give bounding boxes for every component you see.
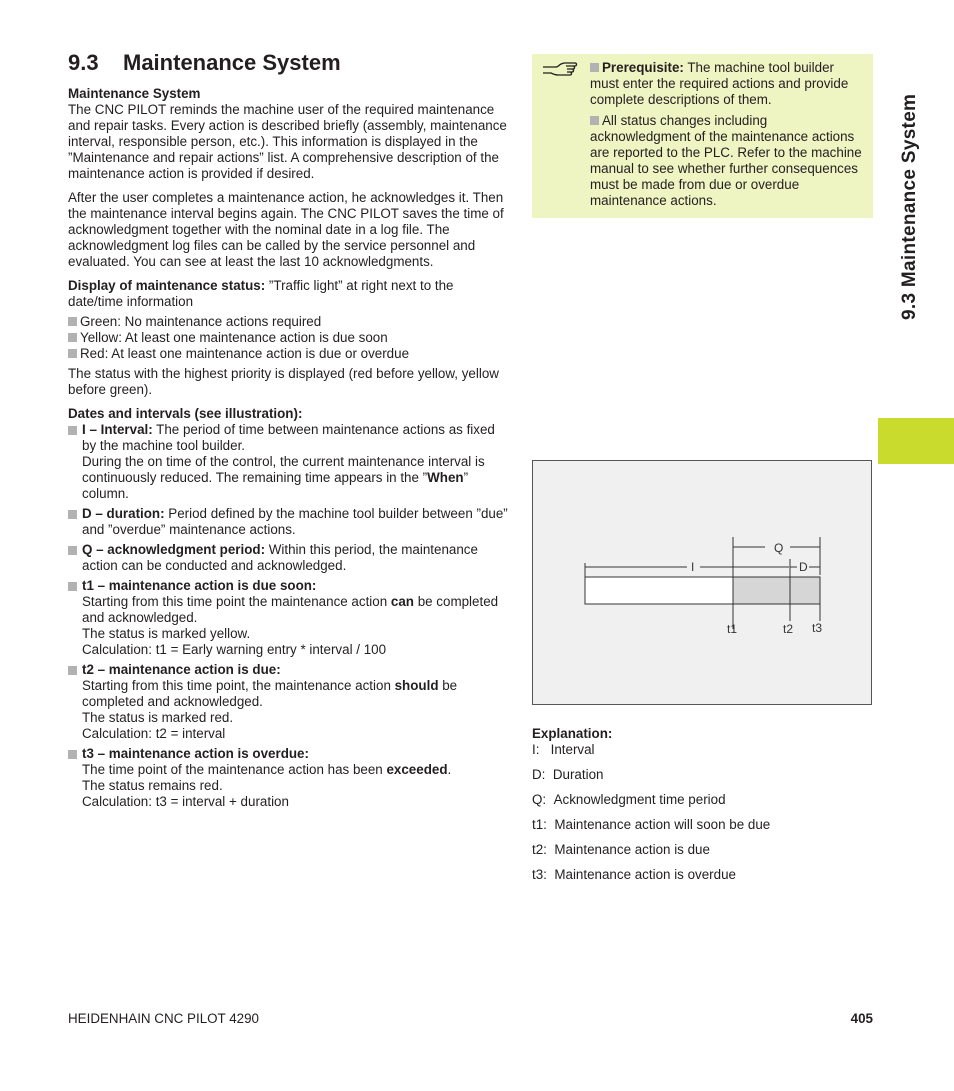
interval-label: I – Interval: [82, 422, 153, 437]
acknowledge-paragraph: After the user completes a maintenance action, he acknowledges it. Then the maintenance interval begins again. The CNC PILOT saves the time of acknowledgment together with the nominal date in a log file. The acknowledgment log files can be called by the service personnel and evaluated. You can see at least the last 10 acknowledgments. [68, 190, 504, 269]
section-heading [68, 50, 341, 76]
prerequisite-label: Prerequisite: [602, 60, 684, 75]
section-title: Maintenance System [123, 50, 341, 75]
main-column [68, 86, 508, 814]
bullet-icon [68, 333, 77, 342]
display-status-text: ”Traffic light” at right next to the date/time information [68, 278, 454, 309]
t3-item: t3 – maintenance action is overdue: The time point of the maintenance action has been exceeded. The status remains red. Calculation: t3 = interval + duration [68, 746, 508, 810]
explanation-item-q: Q: Acknowledgment time period [532, 792, 726, 807]
t2-label: t2 – maintenance action is due: [82, 662, 281, 677]
priority-paragraph: The status with the highest priority is displayed (red before yellow, yellow before green). [68, 366, 499, 397]
bullet-icon [68, 349, 77, 358]
bullet-icon [68, 426, 77, 435]
section-number: 9.3 [68, 50, 99, 75]
display-status-label: Display of maintenance status: [68, 278, 266, 293]
acknowledgment-bar [733, 577, 820, 604]
bullet-icon [68, 750, 77, 759]
display-status-paragraph [68, 278, 508, 310]
bullet-icon [68, 546, 77, 555]
explanation-title: Explanation: [532, 726, 613, 741]
interval-diagram [532, 460, 872, 705]
interval-label: I [691, 560, 695, 574]
interval-item: I – Interval: The period of time between maintenance actions as fixed by the machine tool builder. During the on time of the control, the current maintenance interval is continuously reduced. The remaining time appears in the ”When” column. [68, 422, 508, 502]
pointing-hand-icon [542, 60, 578, 87]
prerequisite-paragraph: Prerequisite: The machine tool builder must enter the required actions and provide complete descriptions of them. [590, 60, 849, 107]
duration-item: D – duration: Period defined by the machine tool builder between ”due” and ”overdue” maintenance actions. [68, 506, 508, 538]
acknowledgment-item: Q – acknowledgment period: Within this period, the maintenance action can be conducted and acknowledged. [68, 542, 508, 574]
note-text [590, 60, 866, 214]
subheading: Maintenance System [68, 86, 201, 101]
status-item-yellow: Yellow: At least one maintenance action is due soon [68, 330, 508, 346]
duration-label: D [799, 560, 808, 574]
q-label: Q [774, 541, 784, 555]
duration-label: D – duration: [82, 506, 165, 521]
plc-paragraph: All status changes including acknowledgment of the maintenance actions are reported to the PLC. Refer to the machine manual to see whether further consequences must be made from due or overdue maintenance actions. [590, 113, 862, 208]
interval-diagram-svg [533, 461, 871, 704]
acknowledgment-label: Q – acknowledgment period: [82, 542, 266, 557]
page-number: 405 [850, 1011, 873, 1026]
explanation-item-t1: t1: Maintenance action will soon be due [532, 817, 771, 832]
bullet-icon [68, 582, 77, 591]
t3-label: t3 [812, 621, 823, 635]
note-box [532, 54, 873, 218]
intro-paragraph: The CNC PILOT reminds the machine user of the required maintenance and repair tasks. Every action is described briefly (assembly, maintenance interval, responsible person, etc.). This information is displayed in the ”Maintenance and repair actions” list. A comprehensive description of the maintenance action is provided if desired. [68, 102, 507, 181]
t1-item: t1 – maintenance action is due soon: Starting from this time point the maintenance action can be completed and acknowledged. The status is marked yellow. Calculation: t1 = Early warning entry * interval / 100 [68, 578, 508, 658]
explanation-block [532, 726, 872, 883]
status-item-green: Green: No maintenance actions required [68, 314, 508, 330]
t1-label: t1 – maintenance action is due soon: [82, 578, 317, 593]
t2-label: t2 [783, 622, 794, 636]
explanation-item-d: D: Duration [532, 767, 604, 782]
bullet-icon [68, 317, 77, 326]
chapter-tab [878, 418, 954, 464]
footer-product: HEIDENHAIN CNC PILOT 4290 [68, 1011, 259, 1026]
sidebar-section-label: 9.3 Maintenance System [899, 93, 920, 320]
bullet-icon [68, 666, 77, 675]
t1-label: t1 [727, 622, 738, 636]
explanation-item-i: I: Interval [532, 742, 595, 757]
bullet-icon [590, 63, 599, 72]
dates-title: Dates and intervals (see illustration): [68, 406, 303, 421]
status-list [68, 314, 508, 362]
bullet-icon [590, 116, 599, 125]
status-item-red: Red: At least one maintenance action is due or overdue [68, 346, 508, 362]
t3-label: t3 – maintenance action is overdue: [82, 746, 309, 761]
explanation-item-t3: t3: Maintenance action is overdue [532, 867, 736, 882]
bullet-icon [68, 510, 77, 519]
explanation-item-t2: t2: Maintenance action is due [532, 842, 710, 857]
t2-item: t2 – maintenance action is due: Starting from this time point, the maintenance action should be completed and acknowledged. The status is marked red. Calculation: t2 = interval [68, 662, 508, 742]
